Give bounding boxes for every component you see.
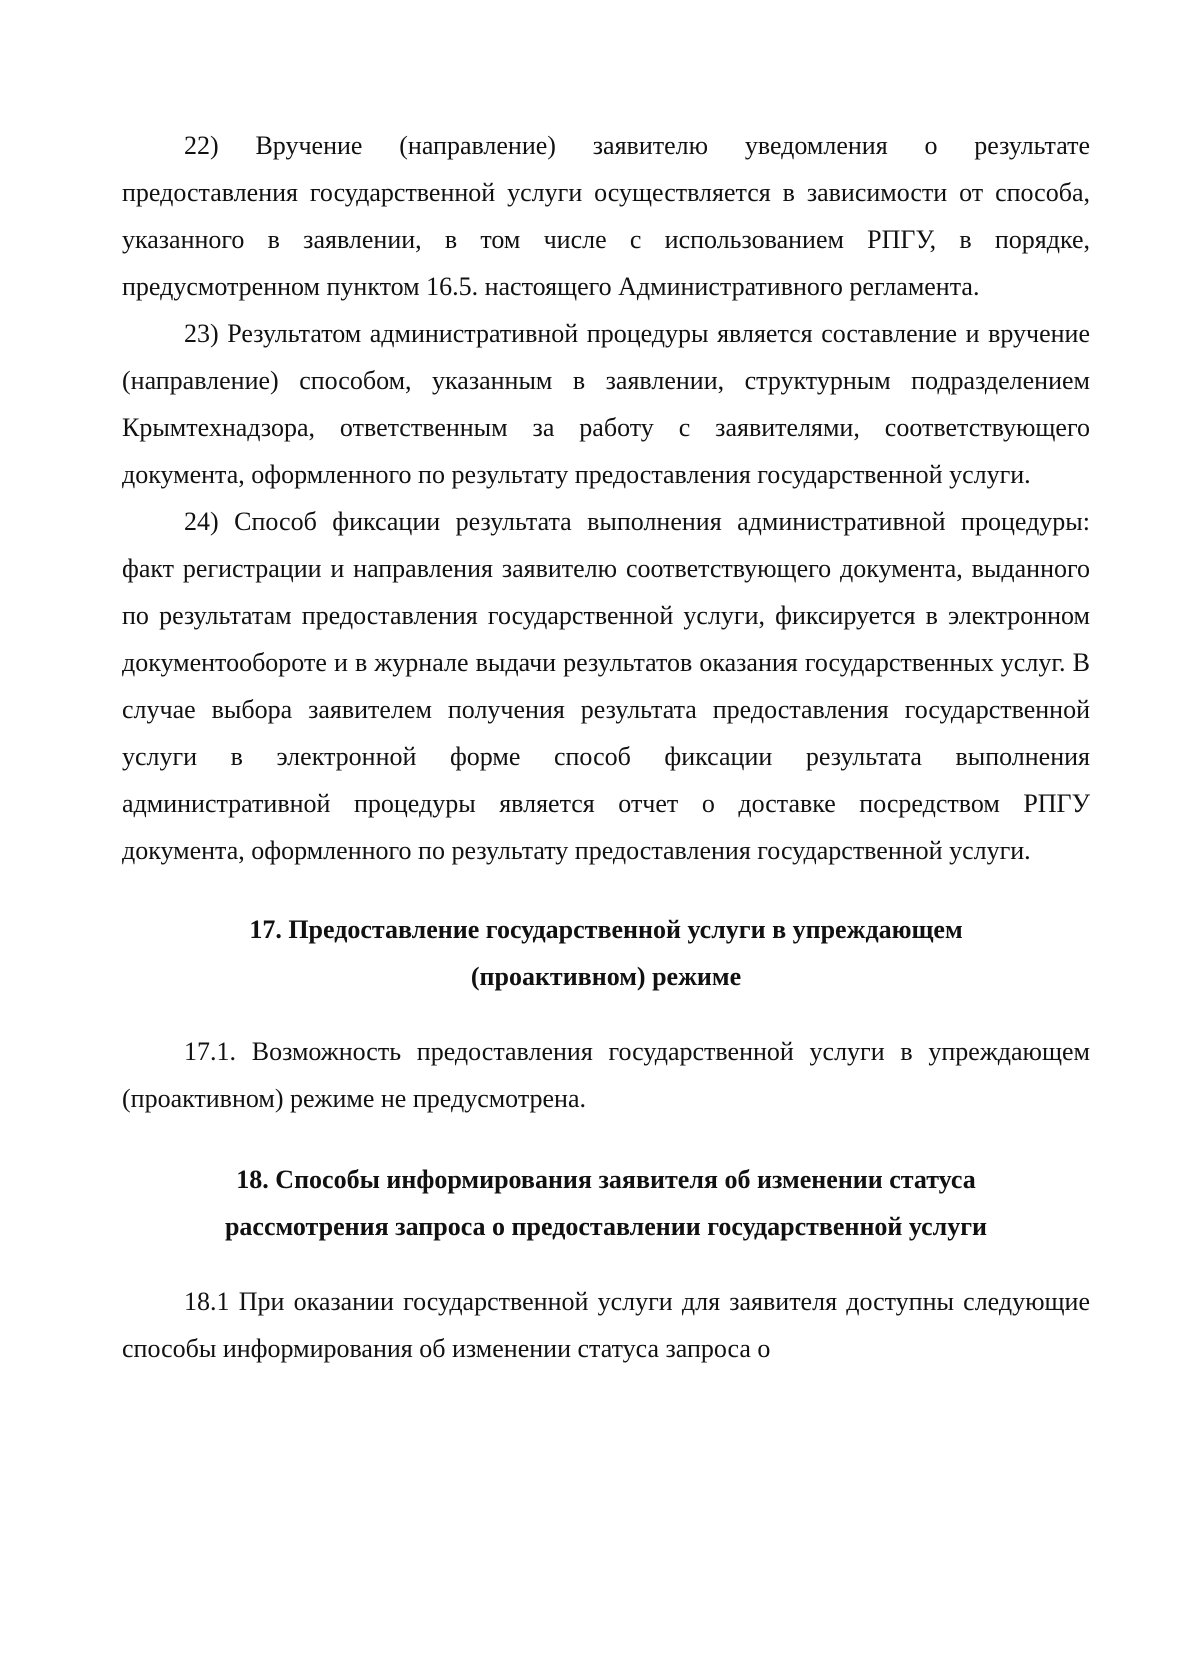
paragraph-23: 23) Результатом административной процедуры является составление и вручение (направление) способом, указанным в заявлении, структурным подразделением Крымтехнадзора, ответственным за работу с заявителями, соответствующего документа, оформленного по результату предоставления государственной услуги. — [122, 319, 1090, 489]
section-17-heading-line-1: 17. Предоставление государственной услуги в упреждающем — [249, 915, 963, 944]
section-18-heading-line-1: 18. Способы информирования заявителя об изменении статуса — [236, 1165, 976, 1194]
section-18-heading-line-2: рассмотрения запроса о предоставлении государственной услуги — [224, 1212, 988, 1241]
paragraph-22: 22) Вручение (направление) заявителю уведомления о результате предоставления государственной услуги осуществляется в зависимости от способа, указанного в заявлении, в том числе с использованием РПГУ, в порядке, предусмотренном пунктом 16.5. настоящего Административного регламента. — [122, 131, 1090, 301]
section-17-heading — [122, 906, 1090, 1000]
section-18-heading — [122, 1156, 1090, 1250]
paragraph-24: 24) Способ фиксации результата выполнения административной процедуры: факт регистрации и направления заявителю соответствующего документа, выданного по результатам предоставления государственной услуги, фиксируется в электронном документообороте и в журнале выдачи результатов оказания государственных услуг. В случае выбора заявителем получения результата предоставления государственной услуги в электронной форме способ фиксации результата выполнения административной процедуры является отчет о доставке посредством РПГУ документа, оформленного по результату предоставления государственной услуги. — [122, 507, 1090, 865]
document-body — [122, 122, 1090, 1372]
section-17-heading-line-2: (проактивном) режиме — [470, 962, 742, 991]
paragraph-17-1: 17.1. Возможность предоставления государственной услуги в упреждающем (проактивном) режиме не предусмотрена. — [122, 1037, 1090, 1113]
paragraph-18-1: 18.1 При оказании государственной услуги для заявителя доступны следующие способы информирования об изменении статуса запроса о — [122, 1287, 1090, 1363]
